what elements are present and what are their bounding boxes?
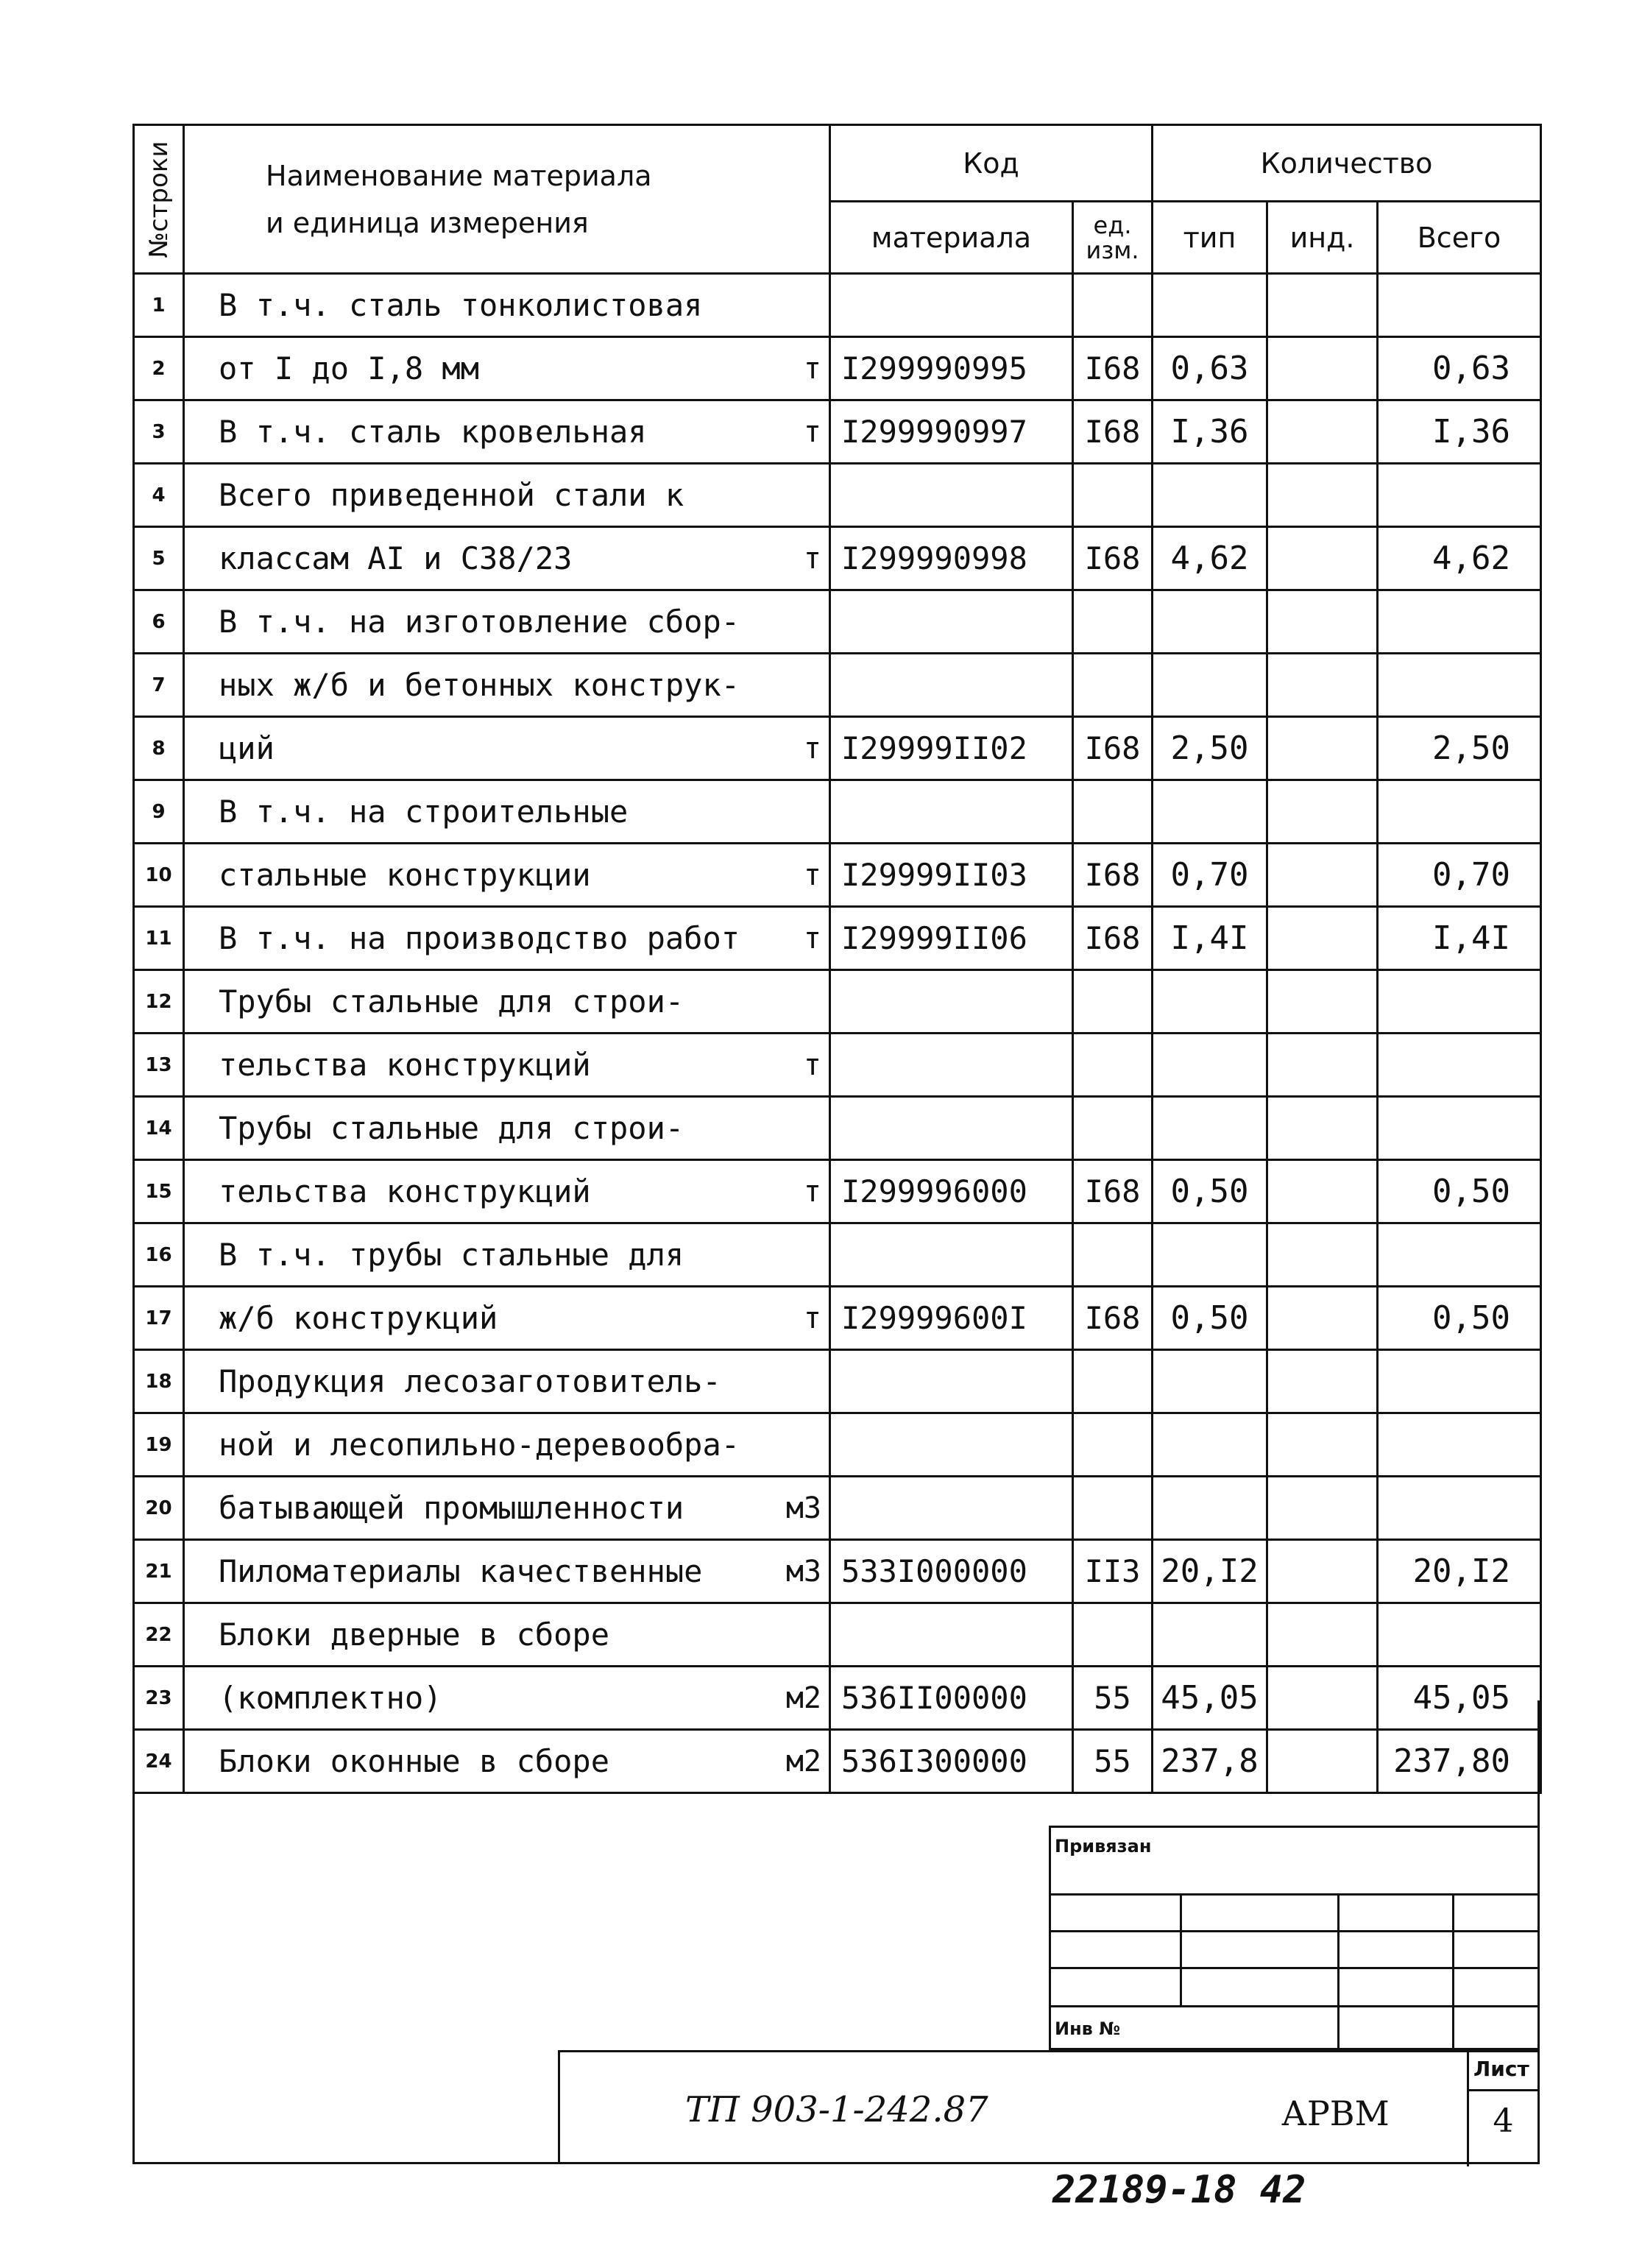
table-row xyxy=(134,400,1541,464)
typ-quantity xyxy=(1153,780,1267,844)
material-name-text: батывающей промышленности xyxy=(219,1490,684,1526)
sheet-label: Лист xyxy=(1473,2057,1529,2081)
material-code xyxy=(830,1223,1073,1287)
typ-quantity: 0,63 xyxy=(1153,337,1267,400)
material-code: I299990997 xyxy=(830,400,1073,464)
total-quantity xyxy=(1378,1097,1541,1160)
materials-table xyxy=(132,124,1542,1794)
project-code: ТП 903-1-242.87 xyxy=(685,2089,988,2130)
ind-quantity xyxy=(1267,527,1378,590)
table-row xyxy=(134,1667,1541,1730)
sheet-number: 4 xyxy=(1493,2102,1514,2140)
material-name xyxy=(184,1223,830,1287)
material-name xyxy=(184,1413,830,1477)
unit-code xyxy=(1073,590,1153,654)
material-name-text: В т.ч. на производство работ xyxy=(219,920,740,956)
material-name xyxy=(184,1034,830,1097)
material-code xyxy=(830,1477,1073,1540)
row-number: 12 xyxy=(134,970,184,1034)
typ-quantity: 0,70 xyxy=(1153,844,1267,907)
row-number: 9 xyxy=(134,780,184,844)
table-row xyxy=(134,717,1541,780)
row-number: 3 xyxy=(134,400,184,464)
total-quantity: 45,05 xyxy=(1378,1667,1541,1730)
table-row xyxy=(134,1097,1541,1160)
typ-quantity xyxy=(1153,1034,1267,1097)
attachment-stamp xyxy=(1049,1826,1540,2046)
quantity-group-header: Количество xyxy=(1153,125,1541,202)
material-code: 536II00000 xyxy=(830,1667,1073,1730)
measure-unit: т xyxy=(803,1174,821,1209)
frame-left-line xyxy=(132,1700,135,2164)
row-number: 15 xyxy=(134,1160,184,1223)
ind-quantity xyxy=(1267,1034,1378,1097)
total-quantity: I,4I xyxy=(1378,907,1541,970)
ind-quantity xyxy=(1267,1540,1378,1603)
material-code xyxy=(830,1350,1073,1413)
typ-quantity: I,4I xyxy=(1153,907,1267,970)
table-row xyxy=(134,1413,1541,1477)
material-code xyxy=(830,1097,1073,1160)
material-name-text: (комплектно) xyxy=(219,1680,442,1716)
row-number: 13 xyxy=(134,1034,184,1097)
table-row xyxy=(134,1287,1541,1350)
total-header: Всего xyxy=(1378,202,1541,274)
row-number: 6 xyxy=(134,590,184,654)
total-quantity xyxy=(1378,1413,1541,1477)
row-number: 7 xyxy=(134,654,184,717)
table-row xyxy=(134,844,1541,907)
ind-quantity xyxy=(1267,1730,1378,1793)
typ-quantity: I,36 xyxy=(1153,400,1267,464)
ind-quantity xyxy=(1267,1223,1378,1287)
stamp-line-3 xyxy=(1049,1967,1540,1969)
material-name xyxy=(184,1097,830,1160)
sheet-cell xyxy=(1467,2052,1537,2166)
row-number-header: №строки xyxy=(134,125,184,274)
typ-quantity xyxy=(1153,1223,1267,1287)
material-name xyxy=(184,464,830,527)
row-number: 10 xyxy=(134,844,184,907)
measure-unit: т xyxy=(803,1301,821,1335)
material-name-text: Трубы стальные для строи- xyxy=(219,1110,684,1146)
ind-quantity xyxy=(1267,844,1378,907)
total-quantity xyxy=(1378,1350,1541,1413)
material-code: I29999II06 xyxy=(830,907,1073,970)
typ-quantity xyxy=(1153,1097,1267,1160)
total-quantity xyxy=(1378,780,1541,844)
ind-quantity xyxy=(1267,1287,1378,1350)
table-row xyxy=(134,274,1541,337)
unit-code: I68 xyxy=(1073,527,1153,590)
footer-code: 22189-18 42 xyxy=(1052,2168,1306,2212)
typ-header: тип xyxy=(1153,202,1267,274)
ind-quantity xyxy=(1267,1413,1378,1477)
row-number: 5 xyxy=(134,527,184,590)
material-name-text: ной и лесопильно-деревообра- xyxy=(219,1427,740,1463)
total-quantity: I,36 xyxy=(1378,400,1541,464)
material-name-text: Продукция лесозаготовитель- xyxy=(219,1363,721,1399)
row-number: 23 xyxy=(134,1667,184,1730)
material-name-text: В т.ч. на строительные xyxy=(219,794,629,830)
typ-quantity xyxy=(1153,1477,1267,1540)
total-quantity xyxy=(1378,1034,1541,1097)
material-name-text: от I до I,8 мм xyxy=(219,350,480,386)
measure-unit: т xyxy=(803,731,821,766)
material-name xyxy=(184,400,830,464)
ind-quantity xyxy=(1267,590,1378,654)
material-name xyxy=(184,1603,830,1667)
measure-unit: м2 xyxy=(785,1681,821,1715)
measure-unit: т xyxy=(803,541,821,576)
material-name xyxy=(184,1540,830,1603)
material-name-text: В т.ч. сталь кровельная xyxy=(219,414,647,450)
unit-code xyxy=(1073,464,1153,527)
unit-code: I68 xyxy=(1073,337,1153,400)
table-row xyxy=(134,337,1541,400)
material-name-text: Всего приведенной стали к xyxy=(219,477,684,513)
row-number: 14 xyxy=(134,1097,184,1160)
material-name-text: классам AI и С38/23 xyxy=(219,540,573,576)
measure-unit: т xyxy=(803,858,821,892)
total-quantity xyxy=(1378,1477,1541,1540)
measure-unit: м3 xyxy=(785,1554,821,1589)
total-quantity: 237,80 xyxy=(1378,1730,1541,1793)
total-quantity: 4,62 xyxy=(1378,527,1541,590)
material-name-text: В т.ч. сталь тонколистовая xyxy=(219,287,703,323)
table-row xyxy=(134,1223,1541,1287)
material-code: I299996000 xyxy=(830,1160,1073,1223)
stamp-line-2 xyxy=(1049,1930,1540,1932)
unit-code xyxy=(1073,1034,1153,1097)
material-name xyxy=(184,1160,830,1223)
ind-quantity xyxy=(1267,1097,1378,1160)
row-number: 17 xyxy=(134,1287,184,1350)
table-row xyxy=(134,1034,1541,1097)
total-quantity: 0,50 xyxy=(1378,1287,1541,1350)
total-quantity: 0,50 xyxy=(1378,1160,1541,1223)
total-quantity xyxy=(1378,970,1541,1034)
material-name xyxy=(184,1730,830,1793)
material-code xyxy=(830,464,1073,527)
code-group-header: Код xyxy=(830,125,1153,202)
attachment-box xyxy=(1049,1826,1540,2050)
unit-code: I68 xyxy=(1073,1160,1153,1223)
ind-quantity xyxy=(1267,970,1378,1034)
typ-quantity xyxy=(1153,274,1267,337)
sheet-divider xyxy=(1469,2089,1537,2091)
row-number: 11 xyxy=(134,907,184,970)
material-code-header: материала xyxy=(830,202,1073,274)
ind-quantity xyxy=(1267,1603,1378,1667)
row-number: 1 xyxy=(134,274,184,337)
material-name-text: тельства конструкций xyxy=(219,1047,591,1083)
table-row xyxy=(134,590,1541,654)
ind-quantity xyxy=(1267,717,1378,780)
table-row xyxy=(134,527,1541,590)
table-row xyxy=(134,464,1541,527)
row-number: 16 xyxy=(134,1223,184,1287)
section-code: АРВМ xyxy=(1281,2094,1390,2133)
material-code: I29999II02 xyxy=(830,717,1073,780)
material-name xyxy=(184,527,830,590)
material-name xyxy=(184,654,830,717)
row-number: 21 xyxy=(134,1540,184,1603)
material-name xyxy=(184,274,830,337)
material-name xyxy=(184,970,830,1034)
material-name-text: В т.ч. на изготовление сбор- xyxy=(219,604,740,640)
ind-quantity xyxy=(1267,337,1378,400)
row-number: 18 xyxy=(134,1350,184,1413)
material-name-text: стальные конструкции xyxy=(219,857,591,893)
measure-unit: т xyxy=(803,1048,821,1082)
unit-code xyxy=(1073,1413,1153,1477)
material-code xyxy=(830,654,1073,717)
inv-number-label: Инв № xyxy=(1055,2018,1121,2039)
table-row xyxy=(134,970,1541,1034)
row-number: 8 xyxy=(134,717,184,780)
total-quantity xyxy=(1378,654,1541,717)
unit-code xyxy=(1073,970,1153,1034)
material-name xyxy=(184,1477,830,1540)
table-row xyxy=(134,780,1541,844)
unit-code xyxy=(1073,274,1153,337)
typ-quantity: 0,50 xyxy=(1153,1287,1267,1350)
total-quantity: 20,I2 xyxy=(1378,1540,1541,1603)
material-code xyxy=(830,1413,1073,1477)
row-number: 19 xyxy=(134,1413,184,1477)
material-name-text: Трубы стальные для строи- xyxy=(219,983,684,1020)
table-row xyxy=(134,1160,1541,1223)
total-quantity xyxy=(1378,590,1541,654)
typ-quantity: 20,I2 xyxy=(1153,1540,1267,1603)
ind-quantity xyxy=(1267,654,1378,717)
stamp-line-1 xyxy=(1049,1893,1540,1896)
unit-code xyxy=(1073,1603,1153,1667)
material-code xyxy=(830,780,1073,844)
measure-unit: т xyxy=(803,414,821,449)
unit-code xyxy=(1073,1350,1153,1413)
material-code xyxy=(830,970,1073,1034)
material-code xyxy=(830,590,1073,654)
ind-quantity xyxy=(1267,274,1378,337)
material-name-text: Блоки дверные в сборе xyxy=(219,1617,610,1653)
material-name-text: ных ж/б и бетонных конструк- xyxy=(219,667,740,703)
ind-quantity xyxy=(1267,907,1378,970)
ind-header: инд. xyxy=(1267,202,1378,274)
table-body xyxy=(134,274,1541,1793)
measure-unit: м3 xyxy=(785,1491,821,1525)
typ-quantity xyxy=(1153,1413,1267,1477)
ind-quantity xyxy=(1267,464,1378,527)
material-name xyxy=(184,1287,830,1350)
unit-code: 55 xyxy=(1073,1730,1153,1793)
row-number: 24 xyxy=(134,1730,184,1793)
material-name xyxy=(184,337,830,400)
typ-quantity xyxy=(1153,1603,1267,1667)
unit-header: ед. изм. xyxy=(1073,202,1153,274)
material-name xyxy=(184,717,830,780)
typ-quantity xyxy=(1153,654,1267,717)
row-number: 22 xyxy=(134,1603,184,1667)
total-quantity xyxy=(1378,1223,1541,1287)
ind-quantity xyxy=(1267,780,1378,844)
material-code xyxy=(830,1034,1073,1097)
typ-quantity: 2,50 xyxy=(1153,717,1267,780)
material-name-text: Блоки оконные в сборе xyxy=(219,1743,610,1779)
material-code: I29999600I xyxy=(830,1287,1073,1350)
unit-code xyxy=(1073,1097,1153,1160)
stamp-vline-2 xyxy=(1337,1893,1340,2050)
stamp-vline-1 xyxy=(1180,1893,1182,2005)
material-name xyxy=(184,907,830,970)
title-block xyxy=(558,2050,1540,2164)
total-quantity xyxy=(1378,1603,1541,1667)
material-name xyxy=(184,780,830,844)
measure-unit: т xyxy=(803,921,821,955)
table-row xyxy=(134,907,1541,970)
total-quantity xyxy=(1378,274,1541,337)
row-number: 20 xyxy=(134,1477,184,1540)
unit-code xyxy=(1073,780,1153,844)
stamp-line-4 xyxy=(1049,2005,1540,2007)
unit-code: I68 xyxy=(1073,844,1153,907)
material-name-text: ж/б конструкций xyxy=(219,1300,498,1336)
measure-unit: м2 xyxy=(785,1744,821,1778)
ind-quantity xyxy=(1267,1160,1378,1223)
material-code: 536I300000 xyxy=(830,1730,1073,1793)
ind-quantity xyxy=(1267,1350,1378,1413)
material-code xyxy=(830,274,1073,337)
row-number: 4 xyxy=(134,464,184,527)
unit-code: 55 xyxy=(1073,1667,1153,1730)
total-quantity: 0,70 xyxy=(1378,844,1541,907)
material-name-text: ций xyxy=(219,730,275,766)
typ-quantity: 45,05 xyxy=(1153,1667,1267,1730)
material-name-text: Пиломатериалы качественные xyxy=(219,1553,703,1589)
table-row xyxy=(134,1730,1541,1793)
table-row xyxy=(134,654,1541,717)
unit-code xyxy=(1073,1223,1153,1287)
unit-code: I68 xyxy=(1073,907,1153,970)
total-quantity: 0,63 xyxy=(1378,337,1541,400)
table-row xyxy=(134,1350,1541,1413)
typ-quantity xyxy=(1153,464,1267,527)
typ-quantity: 4,62 xyxy=(1153,527,1267,590)
unit-code: I68 xyxy=(1073,400,1153,464)
unit-code xyxy=(1073,654,1153,717)
material-code: 533I000000 xyxy=(830,1540,1073,1603)
stamp-vline-3 xyxy=(1452,1893,1454,2050)
total-quantity: 2,50 xyxy=(1378,717,1541,780)
measure-unit: т xyxy=(803,351,821,386)
material-code xyxy=(830,1603,1073,1667)
unit-code: I68 xyxy=(1073,1287,1153,1350)
total-quantity xyxy=(1378,464,1541,527)
ind-quantity xyxy=(1267,1477,1378,1540)
material-name xyxy=(184,1667,830,1730)
material-name xyxy=(184,1350,830,1413)
table-row xyxy=(134,1603,1541,1667)
material-code: I299990995 xyxy=(830,337,1073,400)
material-name xyxy=(184,590,830,654)
material-code: I299990998 xyxy=(830,527,1073,590)
material-name-text: В т.ч. трубы стальные для xyxy=(219,1237,684,1273)
unit-code: II3 xyxy=(1073,1540,1153,1603)
ind-quantity xyxy=(1267,1667,1378,1730)
typ-quantity xyxy=(1153,590,1267,654)
material-name-header: Наименование материала и единица измерения xyxy=(184,125,830,274)
table-row xyxy=(134,1540,1541,1603)
row-number: 2 xyxy=(134,337,184,400)
typ-quantity xyxy=(1153,970,1267,1034)
material-name-text: тельства конструкций xyxy=(219,1173,591,1209)
typ-quantity: 0,50 xyxy=(1153,1160,1267,1223)
table-row xyxy=(134,1477,1541,1540)
typ-quantity: 237,8 xyxy=(1153,1730,1267,1793)
material-name xyxy=(184,844,830,907)
ind-quantity xyxy=(1267,400,1378,464)
unit-code: I68 xyxy=(1073,717,1153,780)
attached-label: Привязан xyxy=(1055,1836,1152,1857)
material-code: I29999II03 xyxy=(830,844,1073,907)
typ-quantity xyxy=(1153,1350,1267,1413)
unit-code xyxy=(1073,1477,1153,1540)
